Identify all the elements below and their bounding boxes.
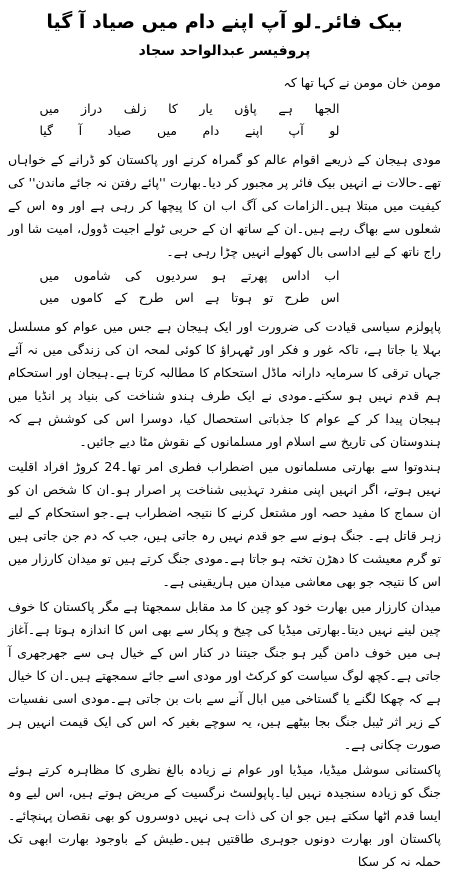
verse-line: لو آپ اپنے دام میں صیاد آ گیا <box>39 123 340 138</box>
paragraph: میدان کارزار میں بھارت خود کو چین کا مد مقابل سمجھتا ہے مگر پاکستان کا خوف چین لینے نہیں دیتا۔بھارتی میڈیا کی چیخ و پکار سے بھی اس کا اندازہ ہوتا ہے۔آغاز ہی میں خوف دامن گیر ہو جنگ جیتنا در کنار اس کے خیال ہی سے جھرجھری آ جاتی ہے۔کچھ لوگ سیاست کو کرکٹ اور مودی اسے جائے سمجھتے ہیں۔ان کا خیال ہے کہ چھکا لگنے یا گستاخی میں ابال آنے سے بات بن جاتی ہے۔مودی اسی نفسیات کے زیر اثر ٹیبل جنگ بجا بیٹھے ہیں، یہ سوچے بغیر کہ اس کی ایک قیمت انہیں ہر صورت چکانی ہے۔ <box>8 599 441 752</box>
paragraph: ہندوتوا سے بھارتی مسلمانوں میں اضطراب فطری امر تھا۔24 کروڑ افراد اقلیت نہیں ہوتے، اگر انہیں اپنی منفرد تہذیبی شناخت پر اصرار ہو۔ان کا شخص ان کو ان سماج کا مفید حصہ اور مشتعل کرنے کا نتیجہ اضطراب ہے۔جو استحکام کے لیے زہر قاتل ہے۔ جنگ ہونے سے جو قدم نہیں رہ جاتی ہیں، جب کہ دم جن جاتی ہیں تو گرم معیشت کا دھڑن تختہ ہو جاتا ہے۔مودی جنگ کرتے ہیں تو میدان کارزار میں اس کا نتیجہ جو بھی معاشی میدان میں ہاریقینی ہے۔ <box>8 459 441 589</box>
article-headline: بیک فائر۔لو آپ اپنے دام میں صیاد آ گیا <box>46 11 403 33</box>
couplet-1 <box>8 98 441 142</box>
article-author: پروفیسر عبدالواحد سجاد <box>138 43 311 59</box>
verse-line: اس طرح تو ہوتا ہے اس طرح کے کاموں میں <box>39 290 340 305</box>
couplet-2 <box>8 265 441 309</box>
verse-line: اب اداس پھرتے ہو سردیوں کی شاموں میں <box>39 268 340 283</box>
quote-intro: مومن خان مومن نے کہا تھا کہ <box>283 75 441 90</box>
paragraph: پاپولزم سیاسی قیادت کی ضرورت اور ایک ہیجان ہے جس میں عوام کو مسلسل بہلا یا جاتا ہے، تاکہ غور و فکر اور ٹھہراؤ کا کوئی لمحہ ان کی زندگی میں نہ آئے جہاں ترقی کا سرمایہ دارانہ ماڈل استحکام کا مطالبہ کرتا ہے۔ہیجان اور استحکام ہم قدم نہیں ہو سکتے۔مودی نے ایک طرف ہندو شناخت کی بنیاد پر انڈیا میں ہیجان پیدا کر کے عوام کا جذباتی استحصال کیا، دوسرا اس کی کوشش ہے کہ ہندوستان کی تاریخ سے اسلام اور مسلمانوں کے نقوش مٹا دیے جائیں۔ <box>8 319 441 449</box>
paragraph: مودی ہیجان کے ذریعے اقوام عالم کو گمراہ کرنے اور پاکستان کو ڈرانے کے خواہاں تھے۔حالات نے انہیں بیک فائر پر مجبور کر دیا۔بھارت ''پائے رفتن نہ جائے ماندن'' کی کیفیت میں مبتلا ہیں۔الزامات کی آگ اب ان کا پیچھا کر رہی ہے اور وہ اس کے شعلوں سے بھاگ رہے ہیں۔ان کے ساتھ ان کے حربی ٹولے اجیت ڈوول، امیت شا اور راج ناتھ کے لیے اداسی بال کھولے انہیں چڑا رہی ہے۔ <box>8 152 441 259</box>
paragraph: پاکستانی سوشل میڈیا، میڈیا اور عوام نے زیادہ بالغ نظری کا مظاہرہ کرتے ہوئے جنگ کو زیادہ سنجیدہ نہیں لیا۔پاپولسٹ نرگسیت کے مریض ہوتے ہیں، اس لیے وہ ایسا قدم اٹھا سکتے ہیں جو ان کی ذات ہی نہیں دوسروں کو بھی نقصان پہنچائے۔ پاکستان اور بھارت دونوں جوہری طاقتیں ہیں۔طیش کے باوجود بھارت ابھی تک حملہ نہ کر سکا <box>8 762 441 869</box>
verse-line: الجھا ہے پاؤں یار کا زلف دراز میں <box>39 101 340 116</box>
